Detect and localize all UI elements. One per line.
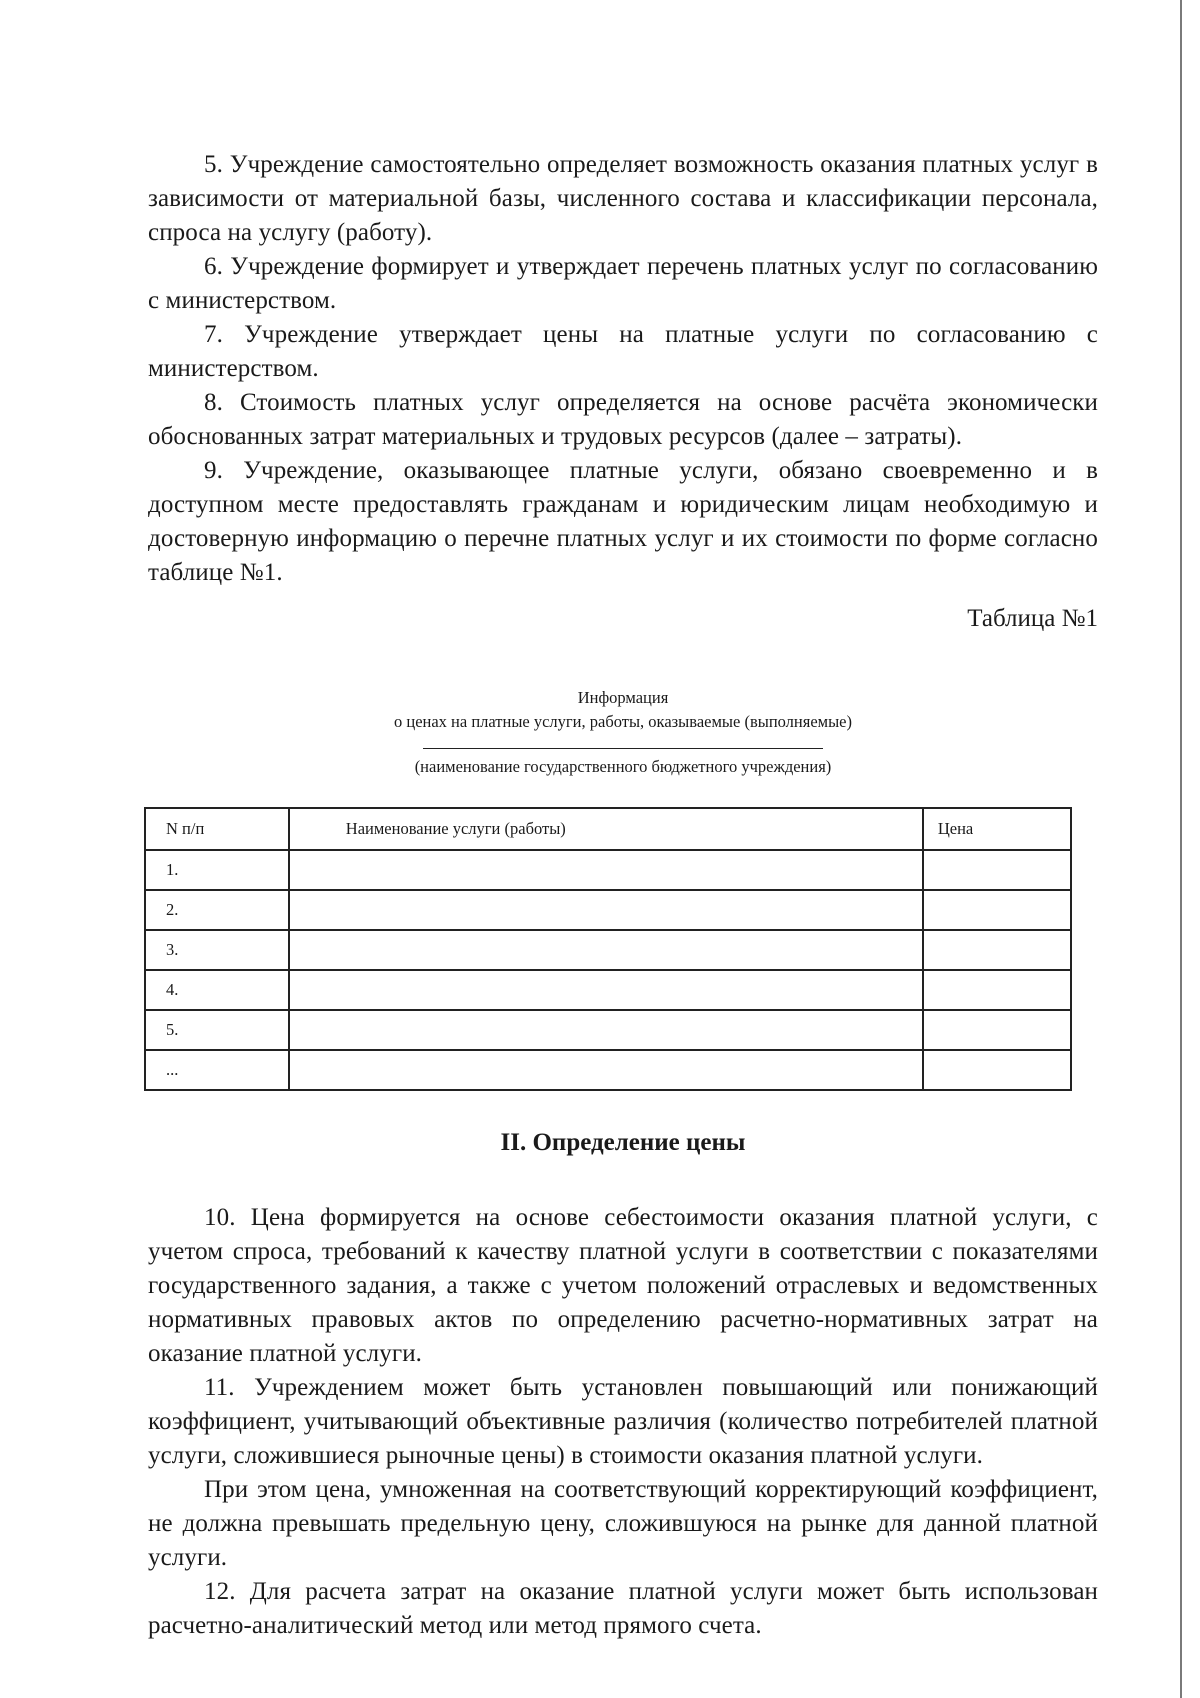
info-block xyxy=(148,686,1098,779)
header-price: Цена xyxy=(923,808,1071,850)
table-row xyxy=(145,1010,1071,1050)
paragraph-11: 11. Учреждением может быть установлен повышающий или понижающий коэффициент, учитывающий объективные различия (количество потребителей платной услуги, сложившиеся рыночные цены) в стоимости оказания платной услуги. xyxy=(148,1374,1098,1469)
row-number: 3. xyxy=(145,930,289,970)
institution-name-line xyxy=(423,748,823,749)
paragraph-5: 5. Учреждение самостоятельно определяет возможность оказания платных услуг в зависимости от материальной базы, численного состава и классификации персонала, спроса на услугу (работу). xyxy=(148,151,1098,246)
table-row xyxy=(145,970,1071,1010)
row-price xyxy=(923,930,1071,970)
row-number: 2. xyxy=(145,890,289,930)
paragraph-12: 12. Для расчета затрат на оказание платной услуги может быть использован расчетно-аналитический метод или метод прямого счета. xyxy=(148,1578,1098,1639)
header-number: N п/п xyxy=(145,808,289,850)
row-service-name xyxy=(289,1010,923,1050)
row-service-name xyxy=(289,890,923,930)
paragraph-8: 8. Стоимость платных услуг определяется на основе расчёта экономически обоснованных затрат материальных и трудовых ресурсов (далее – затраты). xyxy=(148,389,1098,450)
info-subtitle: о ценах на платные услуги, работы, оказываемые (выполняемые) xyxy=(393,712,853,731)
row-number: 1. xyxy=(145,850,289,890)
row-service-name xyxy=(289,850,923,890)
row-service-name xyxy=(289,1050,923,1090)
row-price xyxy=(923,850,1071,890)
paragraph-6: 6. Учреждение формирует и утверждает перечень платных услуг по согласованию с министерством. xyxy=(148,253,1098,314)
paragraph-7: 7. Учреждение утверждает цены на платные услуги по согласованию с министерством. xyxy=(148,321,1098,382)
table-row xyxy=(145,850,1071,890)
row-price xyxy=(923,890,1071,930)
info-note: (наименование государственного бюджетного учреждения) xyxy=(414,757,832,776)
price-table xyxy=(144,807,1072,1091)
section-title: II. Определение цены xyxy=(500,1129,746,1156)
info-title: Информация xyxy=(577,688,669,707)
table-header-row xyxy=(145,808,1071,850)
row-number: 5. xyxy=(145,1010,289,1050)
table-row xyxy=(145,930,1071,970)
header-service-name: Наименование услуги (работы) xyxy=(289,808,923,850)
document-page xyxy=(148,148,1098,1643)
row-number: 4. xyxy=(145,970,289,1010)
row-service-name xyxy=(289,930,923,970)
paragraph-11-continued: При этом цена, умноженная на соответствующий корректирующий коэффициент, не должна превышать предельную цену, сложившуюся на рынке для данной платной услуги. xyxy=(148,1476,1098,1571)
page-edge-line xyxy=(1180,0,1182,1698)
table-row xyxy=(145,890,1071,930)
table-row xyxy=(145,1050,1071,1090)
paragraph-9: 9. Учреждение, оказывающее платные услуги, обязано своевременно и в доступном месте предоставлять гражданам и юридическим лицам необходимую и достоверную информацию о перечне платных услуг и их стоимости по форме согласно таблице №1. xyxy=(148,457,1098,586)
row-number: ... xyxy=(145,1050,289,1090)
row-service-name xyxy=(289,970,923,1010)
row-price xyxy=(923,1050,1071,1090)
row-price xyxy=(923,970,1071,1010)
paragraph-10: 10. Цена формируется на основе себестоимости оказания платной услуги, с учетом спроса, требований к качеству платной услуги в соответствии с показателями государственного задания, а также с учетом положений отраслевых и ведомственных нормативных правовых актов по определению расчетно-нормативных затрат на оказание платной услуги. xyxy=(148,1204,1098,1367)
row-price xyxy=(923,1010,1071,1050)
table-caption: Таблица №1 xyxy=(967,605,1098,632)
